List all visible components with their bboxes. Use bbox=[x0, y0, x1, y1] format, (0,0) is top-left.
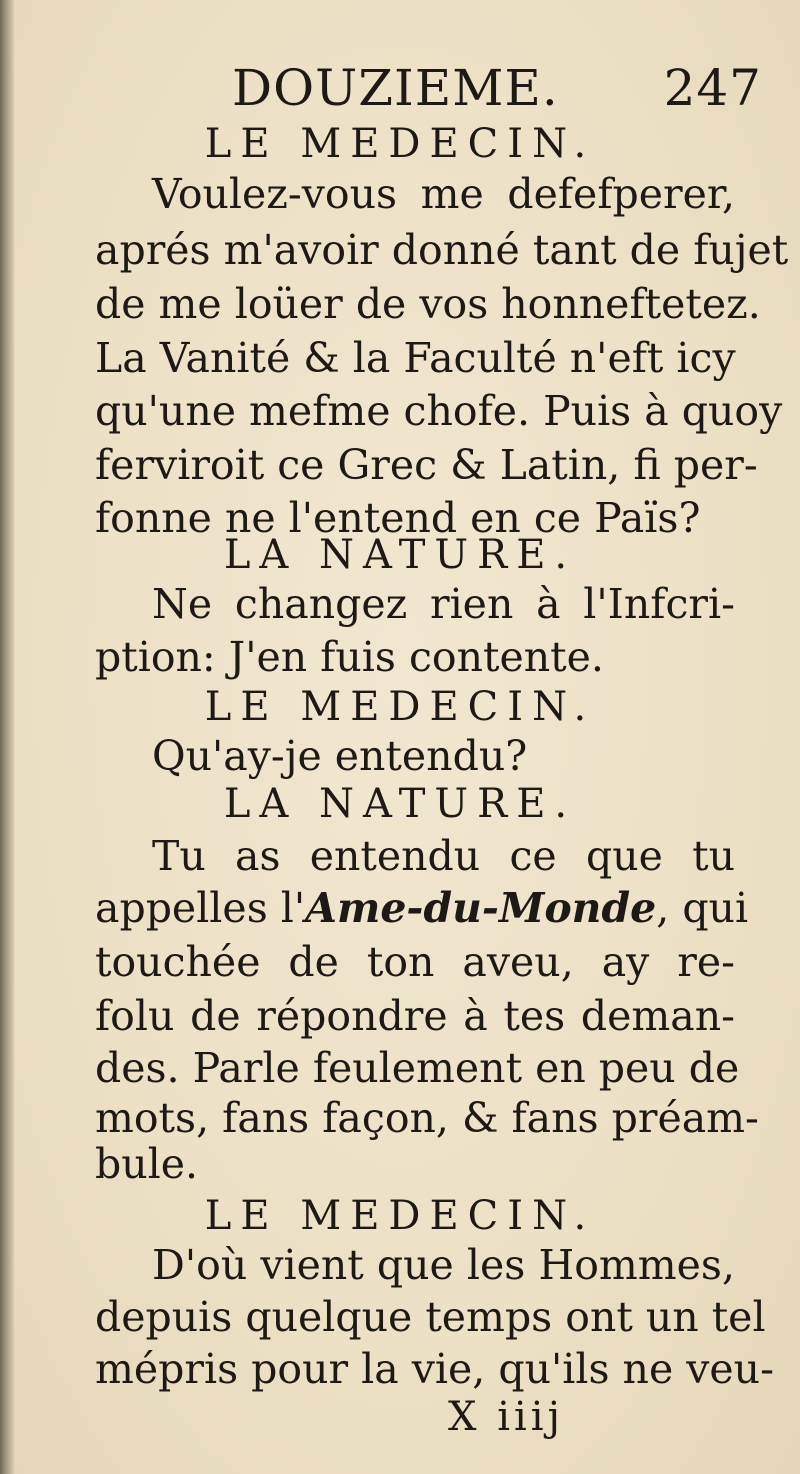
running-title: DOUZIEME. bbox=[232, 59, 559, 117]
text-line: mépris pour la vie, qu'ils ne veu- bbox=[95, 1345, 774, 1393]
speaker-heading: LE MEDECIN. bbox=[204, 1193, 596, 1239]
text-line: D'où vient que les Hommes, bbox=[152, 1241, 735, 1289]
text-fragment: , qui bbox=[656, 884, 749, 932]
speaker-heading: LE MEDECIN. bbox=[204, 121, 596, 167]
text-line: depuis quelque temps ont un tel bbox=[95, 1293, 766, 1341]
running-header bbox=[232, 58, 762, 118]
text-line: de me loüer de vos honneftetez. bbox=[95, 280, 761, 328]
text-line: Voulez-vous me defefperer, bbox=[152, 170, 735, 218]
text-line: mots, fans façon, & fans préam- bbox=[95, 1094, 759, 1142]
speaker-heading: LE MEDECIN. bbox=[204, 684, 596, 730]
text-line: ferviroit ce Grec & Latin, fi per- bbox=[95, 441, 758, 489]
text-line: Ne changez rien à l'Infcri- bbox=[152, 580, 735, 628]
text-line-with-emphasis bbox=[95, 884, 749, 932]
text-line: La Vanité & la Faculté n'eft icy bbox=[95, 334, 736, 382]
signature-mark: X iiij bbox=[448, 1394, 564, 1440]
text-line: folu de répondre à tes deman- bbox=[95, 992, 735, 1040]
text-line: aprés m'avoir donné tant de fujet bbox=[95, 226, 789, 274]
text-line: Qu'ay-je entendu? bbox=[152, 732, 528, 780]
text-line: fonne ne l'entend en ce Païs? bbox=[95, 494, 701, 542]
page-number: 247 bbox=[663, 59, 762, 117]
text-line: Tu as entendu ce que tu bbox=[152, 832, 735, 880]
page-gutter-shadow bbox=[0, 0, 14, 1474]
text-line: ption: J'en fuis contente. bbox=[95, 633, 604, 681]
emphasized-term: Ame-du-Monde bbox=[305, 884, 657, 932]
speaker-heading: LA NATURE. bbox=[223, 532, 577, 578]
speaker-heading: LA NATURE. bbox=[223, 781, 577, 827]
text-line: touchée de ton aveu, ay re- bbox=[95, 938, 735, 986]
text-line: des. Parle feulement en peu de bbox=[95, 1044, 740, 1092]
text-line: qu'une mefme chofe. Puis à quoy bbox=[95, 387, 783, 435]
text-fragment: appelles l' bbox=[95, 884, 306, 932]
text-line: bule. bbox=[95, 1140, 199, 1188]
